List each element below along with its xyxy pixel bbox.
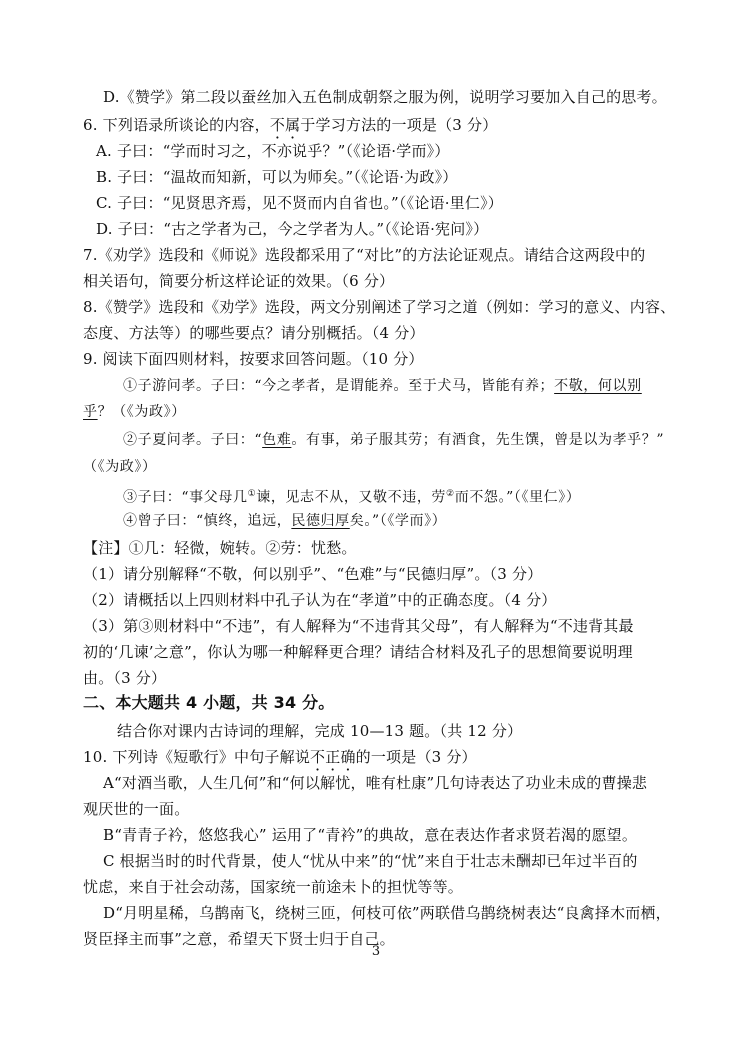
underlined-phrase: 乎 bbox=[83, 404, 98, 420]
q10-option-a-line-2: 观厌世的一面。 bbox=[83, 800, 190, 818]
q9-material-2-cont: （《为政》） bbox=[83, 459, 157, 475]
q6-option-c: C. 子曰：“见贤思齐焉，见不贤而内自省也。”（《论语·里仁》） bbox=[96, 194, 503, 212]
q10-stem: 10. 下列诗《短歌行》中句子解说不正确的一项是（3 分） bbox=[83, 748, 477, 766]
q9-sub-3-line-1: （3）第③则材料中“不违”，有人解释为“不违背其父母”，有人解释为“不违背其最 bbox=[83, 617, 634, 635]
q7-line-2: 相关语句，简要分析这样论证的效果。（6 分） bbox=[83, 272, 395, 290]
q8-line-2: 态度、方法等）的哪些要点？请分别概括。（4 分） bbox=[83, 324, 425, 342]
q6-stem: 6. 下列语录所谈论的内容，不属于学习方法的一项是（3 分） bbox=[83, 116, 498, 134]
q10-option-a-line-1: A“对酒当歌，人生几何”和“何以解忧，唯有杜康”几句诗表达了功业未成的曹操悲 bbox=[103, 774, 648, 792]
q9-note: 【注】①几：轻微，婉转。②劳：忧愁。 bbox=[83, 539, 357, 557]
q6-option-a: A. 子曰：“学而时习之，不亦说乎？”（《论语·学而》） bbox=[96, 142, 450, 160]
q9-stem: 9. 阅读下面四则材料，按要求回答问题。（10 分） bbox=[83, 350, 424, 368]
emphasis-dot: 确 bbox=[340, 748, 356, 766]
section-2-intro: 结合你对课内古诗词的理解，完成 10—13 题。（共 12 分） bbox=[117, 722, 523, 740]
emphasis-dot: 不 bbox=[269, 116, 286, 134]
q9-sub-3-line-2: 初的‘几谏’之意”，你认为哪一种解释更合理？请结合材料及孔子的思想简要说明理 bbox=[83, 643, 633, 661]
q9-sub-2: （2）请概括以上四则材料中孔子认为在“孝道”中的正确态度。（4 分） bbox=[83, 591, 557, 609]
emphasis-dot: 不 bbox=[310, 748, 326, 766]
q9-material-1: ①子游问孝。子曰：“今之孝者，是谓能养。至于犬马，皆能有养；不敬，何以别 bbox=[123, 378, 642, 394]
q8-line-1: 8.《赞学》选段和《劝学》选段，两文分别阐述了学习之道（例如：学习的意义、内容、 bbox=[83, 298, 676, 316]
emphasis-dot: 属 bbox=[285, 116, 301, 134]
q10-option-c-line-1: C 根据当时的时代背景，使人“忧从中来”的“忧”来自于壮志未酬却已年过半百的 bbox=[103, 852, 638, 870]
q5-option-d: D.《赞学》第二段以蚕丝加入五色制成朝祭之服为例，说明学习要加入自己的思考。 bbox=[103, 88, 667, 106]
emphasis-dot: 正 bbox=[325, 748, 341, 766]
q9-material-4: ④曾子曰：“慎终，追远，民德归厚矣。”（《学而》） bbox=[123, 513, 447, 529]
q10-option-d-line-2: 贤臣择主而事”之意，希望天下贤士归于自己。 bbox=[83, 930, 395, 948]
q10-option-c-line-2: 忧虑，来自于社会动荡，国家统一前途未卜的担忧等等。 bbox=[83, 878, 464, 896]
q9-sub-3-line-3: 由。（3 分） bbox=[83, 669, 167, 687]
q10-option-d-line-1: D“月明星稀，乌鹊南飞，绕树三匝，何枝可依”两联借乌鹊绕树表达“良禽择木而栖， bbox=[103, 904, 671, 922]
q7-line-1: 7.《劝学》选段和《师说》选段都采用了“对比”的方法论证观点。请结合这两段中的 bbox=[83, 246, 646, 264]
underlined-phrase: 民德归厚 bbox=[291, 513, 350, 529]
underlined-phrase: 不敬，何以别 bbox=[554, 378, 642, 394]
page-number: 3 bbox=[371, 944, 381, 959]
q9-material-2: ②子夏问孝。子曰：“色难。有事，弟子服其劳；有酒食，先生馔，曾是以为孝乎？” bbox=[123, 432, 665, 448]
q6-option-b: B. 子曰：“温故而知新，可以为师矣。”（《论语·为政》） bbox=[96, 168, 458, 186]
underlined-phrase: 色难 bbox=[262, 432, 292, 448]
q9-material-3: ③子曰：“事父母几①谏，见志不从，又敬不违，劳②而不怨。”（《里仁》） bbox=[123, 489, 581, 506]
section-2-heading: 二、本大题共 4 小题，共 34 分。 bbox=[83, 693, 335, 712]
q9-sub-1: （1）请分别解释“不敬，何以别乎”、“色难”与“民德归厚”。（3 分） bbox=[83, 565, 543, 583]
q10-option-b: B“青青子衿，悠悠我心” 运用了“青衿”的典故，意在表达作者求贤若渴的愿望。 bbox=[103, 826, 638, 844]
q9-material-1-cont: 乎？（《为政》） bbox=[83, 404, 186, 420]
q6-option-d: D. 子曰：“古之学者为己，今之学者为人。”（《论语·宪问》） bbox=[96, 220, 489, 238]
